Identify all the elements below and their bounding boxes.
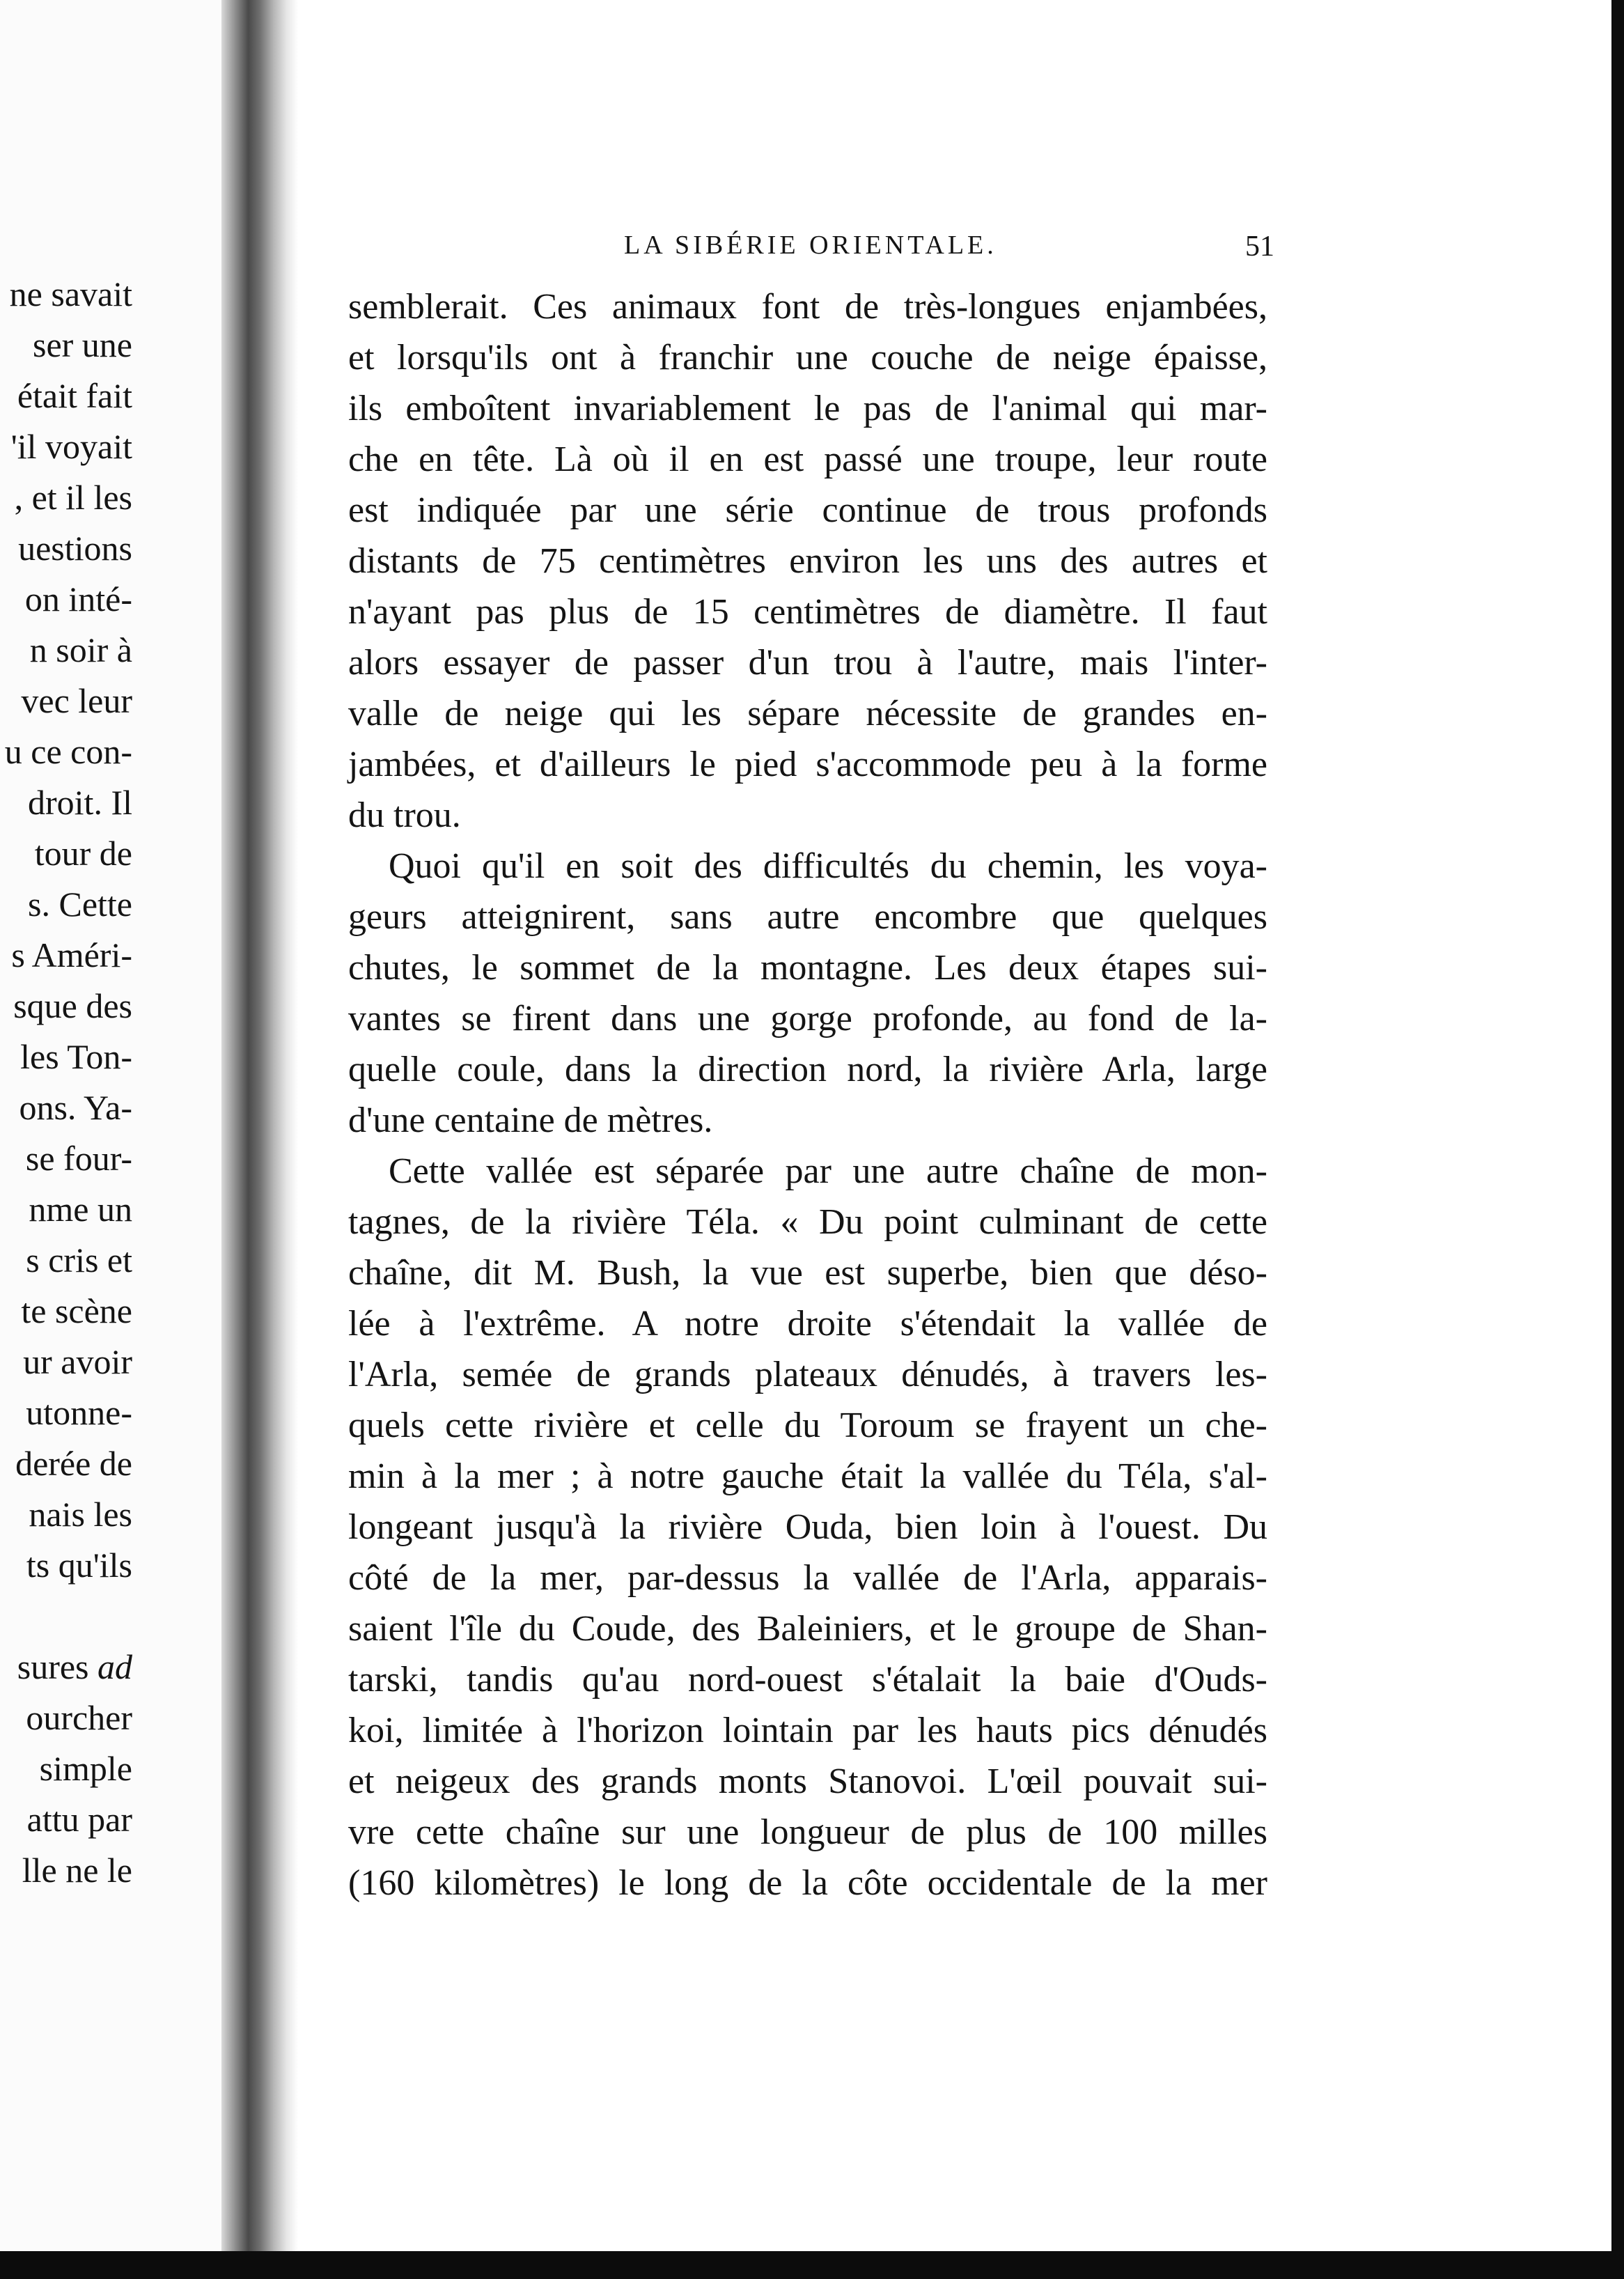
left-line: nais les [29,1495,132,1534]
text-line: valle de neige qui les sépare nécessite de grandes en- [348,694,1267,733]
text-line-paragraph-start: Cette vallée est séparée par une autre chaîne de mon- [389,1151,1267,1191]
left-line: uestions [18,529,132,568]
left-line: ne savait [9,274,132,313]
left-page-fragment [0,0,230,2279]
text-line: min à la mer ; à notre gauche était la vallée du Téla, s'al- [348,1456,1267,1496]
text-line: ils emboîtent invariablement le pas de l'animal qui mar- [348,389,1267,428]
text-line: geurs atteignirent, sans autre encombre que quelques [348,897,1267,937]
left-line: sures [17,1647,89,1686]
italic-fragment: ad [97,1647,132,1686]
running-head [348,230,1274,269]
left-line: ourcher [26,1698,132,1737]
left-line: utonne- [26,1393,132,1432]
text-line: chutes, le sommet de la montagne. Les deux étapes sui- [348,948,1267,988]
text-line: et lorsqu'ils ont à franchir une couche de neige épaisse, [348,338,1267,378]
left-line: ur avoir [23,1342,132,1381]
left-line: u ce con- [4,732,132,771]
scan-bottom-border [0,2251,1624,2279]
text-line: longeant jusqu'à la rivière Ouda, bien loin à l'ouest. Du [348,1507,1267,1547]
text-line: lée à l'extrême. A notre droite s'étendait la vallée de [348,1304,1267,1344]
page-number: 51 [1245,231,1274,263]
text-line: n'ayant pas plus de 15 centimètres de diamètre. Il faut [348,592,1267,632]
text-line: est indiquée par une série continue de trous profonds [348,490,1267,530]
text-line: vantes se firent dans une gorge profonde, au fond de la- [348,999,1267,1039]
left-line: était fait [17,376,132,415]
left-line: les Ton- [20,1037,132,1076]
left-line: sque des [13,986,132,1025]
left-line: simple [39,1749,132,1788]
book-gutter-shadow [221,0,298,2279]
text-line: chaîne, dit M. Bush, la vue est superbe, bien que déso- [348,1253,1267,1293]
text-line: alors essayer de passer d'un trou à l'autre, mais l'inter- [348,643,1267,683]
left-line-with-italic [0,1642,139,1693]
left-line: nme un [29,1190,132,1229]
scan-right-border [1611,0,1624,2279]
left-line: vec leur [21,681,132,720]
left-line-blank [0,1591,139,1642]
text-line-paragraph-end: d'une centaine de mètres. [348,1100,713,1140]
left-line: se four- [25,1139,132,1178]
text-line-paragraph-end: du trou. [348,795,461,835]
left-line: derée de [15,1444,132,1483]
left-line: attu par [26,1800,132,1839]
text-line: semblerait. Ces animaux font de très-longues enjambées, [348,287,1267,327]
left-line: 'il voyait [10,427,132,466]
text-line: l'Arla, semée de grands plateaux dénudés, à travers les- [348,1355,1267,1394]
running-title: LA SIBÉRIE ORIENTALE. [624,231,997,260]
left-line: ts qu'ils [26,1546,132,1585]
text-line-paragraph-start: Quoi qu'il en soit des difficultés du chemin, les voya- [389,846,1267,886]
text-line: quelle coule, dans la direction nord, la rivière Arla, large [348,1050,1267,1089]
text-line: et neigeux des grands monts Stanovoi. L'œil pouvait sui- [348,1761,1267,1801]
left-line: s. Cette [28,885,132,924]
left-line: n soir à [29,630,132,669]
text-line: quels cette rivière et celle du Toroum se frayent un che- [348,1406,1267,1445]
left-line: lle ne le [22,1851,132,1890]
text-line: koi, limitée à l'horizon lointain par les hauts pics dénudés [348,1711,1267,1750]
text-line: tarski, tandis qu'au nord-ouest s'étalait la baie d'Ouds- [348,1660,1267,1699]
left-line: ons. Ya- [19,1088,132,1127]
text-line: côté de la mer, par-dessus la vallée de l'Arla, apparais- [348,1558,1267,1598]
left-line: s Améri- [11,935,132,974]
left-line: te scène [21,1291,132,1330]
left-line: s cris et [26,1240,132,1279]
text-line: jambées, et d'ailleurs le pied s'accommode peu à la forme [348,745,1267,784]
text-line: tagnes, de la rivière Téla. « Du point culminant de cette [348,1202,1267,1242]
text-line: (160 kilomètres) le long de la côte occidentale de la mer [348,1863,1267,1903]
left-line: , et il les [14,478,132,517]
left-line: ser une [33,325,132,364]
text-line: saient l'île du Coude, des Baleiniers, et le groupe de Shan- [348,1609,1267,1649]
left-page-text [0,269,139,1896]
text-line: vre cette chaîne sur une longueur de plus de 100 milles [348,1812,1267,1852]
left-line: droit. Il [28,783,132,822]
left-line: tour de [34,834,132,873]
text-line: che en tête. Là où il en est passé une troupe, leur route [348,440,1267,479]
left-line: on inté- [24,580,132,619]
text-line: distants de 75 centimètres environ les uns des autres et [348,541,1267,581]
body-text [348,281,1267,1908]
